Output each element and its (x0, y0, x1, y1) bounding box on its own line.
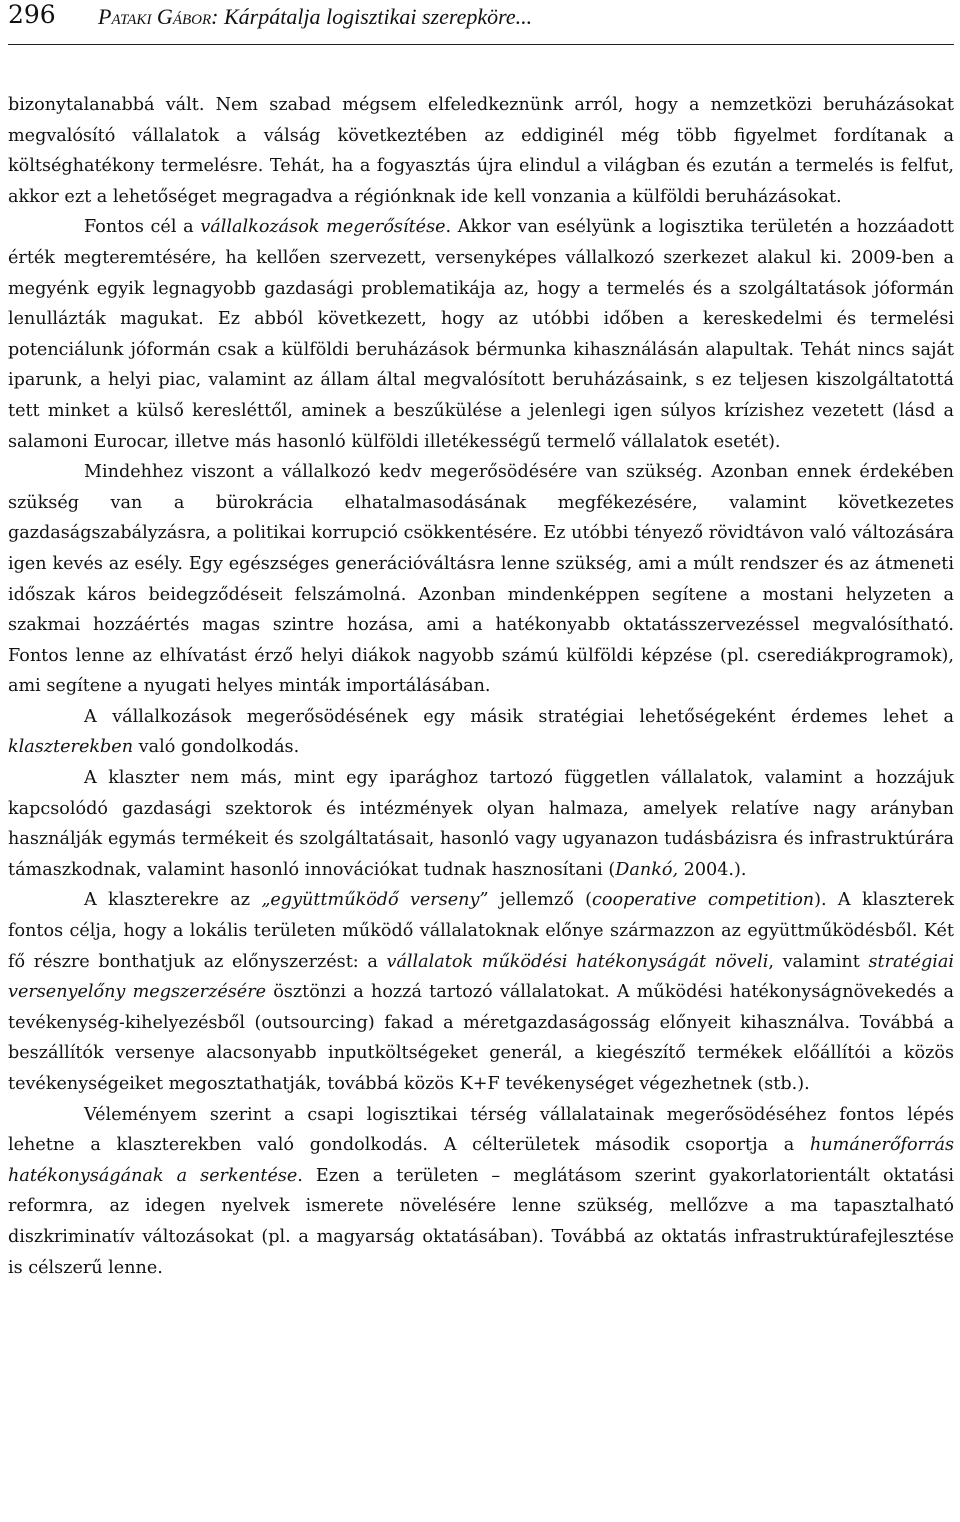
italic-text: Dankó, (615, 859, 679, 880)
running-head-author: Pataki Gábor (98, 4, 212, 29)
italic-text: humánerőforrás hatékonyságának a serkentése (8, 1135, 954, 1186)
running-head-separator: : (211, 4, 224, 29)
paragraph (8, 457, 954, 702)
text-run: Mindehhez viszont a vállalkozó kedv megerősödésére van szükség. Azonban ennek érdekében szükség van a bürokrácia elhatalmasodásának megfékezésére, valamint következetes gazdaságszabályzásra, a politikai korrupció csökkentésére. Ez utóbbi tényező rövidtávon való változására igen kevés az esély. Egy egészséges generációváltásra lenne szükség, ami a múlt rendszer és az átmeneti időszak káros beidegződéseit felszámolná. Azonban mindenképpen segítene a mostani helyzeten a szakmai hozzáértés magas szintre hozása, ami a hatékonyabb oktatásszervezéssel megvalósítható. Fontos lenne az elhívatást érző helyi diákok nagyobb számú külföldi képzése (pl. cserediákprogramok), ami segítene a nyugati helyes minták importálásában. (8, 462, 954, 697)
body-text (8, 90, 954, 1283)
text-run: való gondolkodás. (133, 737, 300, 758)
paragraph (8, 885, 954, 1099)
italic-text: vállalatok működési hatékonyságát növeli (386, 951, 769, 972)
text-run: Véleményem szerint a csapi logisztikai térség vállalatainak megerősödéséhez fontos lépés lehetne a klaszterekben való gondolkodás. A célterületek második csoportja a (8, 1104, 954, 1156)
text-run: A vállalkozások megerősödésének egy másik stratégiai lehetőségeként érdemes lehet a (84, 706, 954, 727)
text-run: A klaszterekre az (84, 890, 262, 911)
text-run: A klaszter nem más, mint egy iparághoz tartozó független vállalatok, valamint a hozzájuk kapcsolódó gazdasági szektorok és intézmények olyan halmaza, amelyek relatíve nagy arányban használják egymás termékeit és szolgáltatásait, hasonló vagy ugyanazon tudásbázisra és infrastruktúrára támaszkodnak, valamint hasonló innovációkat tudnak hasznosítani ( (8, 768, 954, 880)
italic-text: vállalkozások megerősítése (200, 217, 446, 238)
italic-text: cooperative competition (592, 890, 815, 911)
text-run: ösztönzi a hozzá tartozó vállalatokat. A működési hatékonyságnövekedés a tevékenység-kihelyezésből (outsourcing) fakad a méretgazdaságosság előnyeit kihasználva. Továbbá a beszállítók versenye alacsonyabb inputköltségeket generál, a kiegészítő termékek előállítói a közös tevékenységeiket megosztathatják, továbbá közös K+F tevékenységet végezhetnek (stb.). (8, 982, 955, 1094)
italic-text: klaszterekben (8, 737, 134, 758)
text-run: , valamint (768, 951, 869, 972)
page-number: 296 (8, 0, 56, 29)
running-head (98, 4, 532, 30)
italic-text: „együttműködő verseny” (261, 890, 489, 911)
paragraph (8, 763, 954, 885)
page-header (8, 0, 954, 45)
paragraph (8, 702, 954, 763)
text-run: bizonytalanabbá vált. Nem szabad mégsem elfeledkeznünk arról, hogy a nemzetközi beruházásokat megvalósító vállalatok a válság következtében az eddiginél még több figyelmet fordítanak a költséghatékony termelésre. Tehát, ha a fogyasztás újra elindul a világban és ezután a termelés is felfut, akkor ezt a lehetőséget megragadva a régiónknak ide kell vonzania a külföldi beruházásokat. (8, 95, 954, 207)
paragraph (8, 1100, 954, 1284)
paragraph (8, 90, 954, 212)
paragraph (8, 212, 954, 457)
text-run: . Akkor van esélyünk a logisztika területén a hozzáadott érték megteremtésére, ha kellően szervezett, versenyképes vállalkozó szerkezet alakul ki. 2009-ben a megyénk egyik legnagyobb gazdasági problematikája az, hogy a termelés és a szolgáltatások jóformán lenullázták magukat. Ez abból következett, hogy az utóbbi időben a kereskedelmi és termelési potenciálunk jóformán csak a külföldi beruházások bérmunka kihasználásán alapultak. Tehát nincs saját iparunk, a helyi piac, valamint az állam által megvalósított beruházásaink, s ez teljesen kiszolgáltatottá tett minket a külső keresléttől, aminek a beszűkülése a jelenlegi igen súlyos krízishez vezetett (lásd a salamoni Eurocar, illetve más hasonló külföldi illetékességű termelő vállalatok esetét). (8, 217, 954, 452)
italic-text: stratégiai versenyelőny megszerzésére (8, 951, 954, 1003)
running-head-title: Kárpátalja logisztikai szerepköre... (223, 4, 533, 29)
text-run: Fontos cél a (84, 217, 201, 238)
text-run: jellemző ( (488, 890, 593, 911)
text-run: . Ezen a területen – meglátásom szerint gyakorlatorientált oktatási reformra, az idegen nyelvek ismerete növelésére lenne szükség, mellőzve a ma tapasztalható diszkriminatív változásokat (pl. a magyarság oktatásában). Továbbá az oktatás infrastruktúrafejlesztése is célszerű lenne. (8, 1165, 954, 1278)
text-run: 2004.). (678, 859, 747, 880)
text-run: ). A klaszterek fontos célja, hogy a lokális területen működő vállalatoknak előnye származzon az együttműködésből. Két fő részre bonthatjuk az előnyszerzést: a (8, 890, 954, 972)
